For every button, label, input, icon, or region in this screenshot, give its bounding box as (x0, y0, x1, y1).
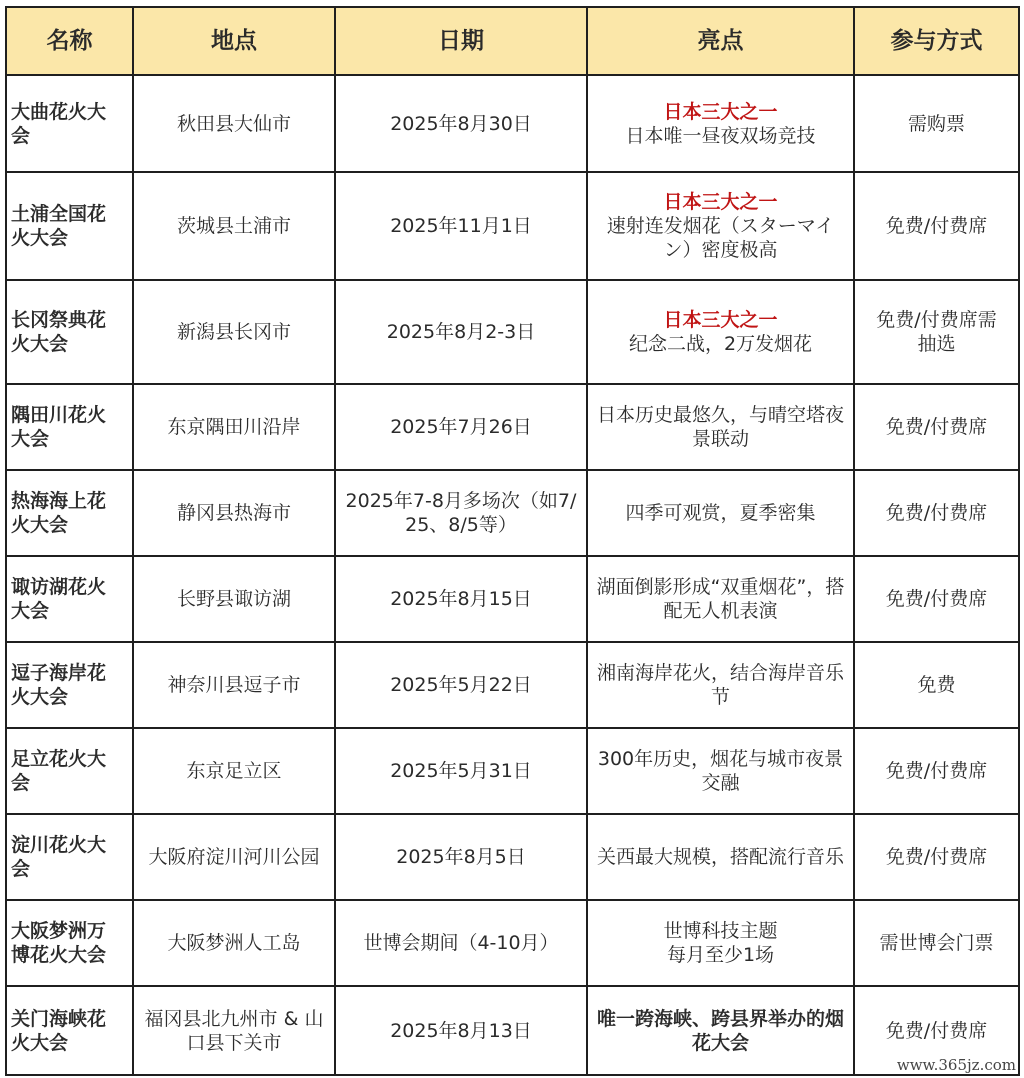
event-date: 2025年8月15日 (335, 556, 587, 642)
event-participation: 免费 (854, 642, 1019, 728)
event-highlight: 唯一跨海峡、跨县界举办的烟花大会 (587, 986, 854, 1075)
event-name: 淀川花火大会 (6, 814, 133, 900)
event-name: 大曲花火大会 (6, 75, 133, 172)
table-row (6, 642, 1019, 728)
event-name: 热海海上花火大会 (6, 470, 133, 556)
event-location: 东京隅田川沿岸 (133, 384, 335, 470)
watermark: www.365jz.com (896, 1056, 1016, 1074)
table-row (6, 986, 1019, 1075)
table-row (6, 728, 1019, 814)
event-highlight (587, 900, 854, 986)
event-highlight: 日本历史最悠久，与晴空塔夜景联动 (587, 384, 854, 470)
table-row (6, 556, 1019, 642)
event-location: 神奈川县逗子市 (133, 642, 335, 728)
event-highlight: 关西最大规模，搭配流行音乐 (587, 814, 854, 900)
event-date: 世博会期间（4-10月） (335, 900, 587, 986)
table-row (6, 814, 1019, 900)
event-highlight: 四季可观赏，夏季密集 (587, 470, 854, 556)
event-highlight (587, 75, 854, 172)
event-name: 诹访湖花火大会 (6, 556, 133, 642)
event-name: 土浦全国花火大会 (6, 172, 133, 280)
highlight-tag: 日本三大之一 (663, 100, 778, 123)
event-highlight: 湘南海岸花火，结合海岸音乐节 (587, 642, 854, 728)
event-highlight: 300年历史，烟花与城市夜景交融 (587, 728, 854, 814)
event-participation: 免费/付费席 (854, 384, 1019, 470)
event-participation: 免费/付费席 (854, 728, 1019, 814)
event-participation: 免费/付费席需抽选 (854, 280, 1019, 384)
table-row (6, 384, 1019, 470)
event-participation: 免费/付费席 (854, 814, 1019, 900)
event-name: 足立花火大会 (6, 728, 133, 814)
event-participation: 免费/付费席 (854, 470, 1019, 556)
table-row (6, 900, 1019, 986)
event-date: 2025年5月31日 (335, 728, 587, 814)
header-location: 地点 (133, 7, 335, 75)
event-participation: 需购票 (854, 75, 1019, 172)
highlight-text-line2: 每月至少1场 (666, 944, 775, 966)
event-date: 2025年7月26日 (335, 384, 587, 470)
event-location: 长野县诹访湖 (133, 556, 335, 642)
event-name: 逗子海岸花火大会 (6, 642, 133, 728)
event-date: 2025年8月30日 (335, 75, 587, 172)
event-name: 隅田川花火大会 (6, 384, 133, 470)
event-location: 茨城县土浦市 (133, 172, 335, 280)
table-row (6, 75, 1019, 172)
highlight-tag: 日本三大之一 (663, 309, 778, 331)
event-date: 2025年8月5日 (335, 814, 587, 900)
event-date: 2025年8月13日 (335, 986, 587, 1075)
event-location: 大阪府淀川河川公园 (133, 814, 335, 900)
event-location: 福冈县北九州市 & 山口县下关市 (133, 986, 335, 1075)
event-participation: 免费/付费席 (854, 172, 1019, 280)
table-row (6, 280, 1019, 384)
event-date: 2025年7-8月多场次（如7/25、8/5等） (335, 470, 587, 556)
event-name: 大阪梦洲万博花火大会 (6, 900, 133, 986)
header-highlight: 亮点 (587, 7, 854, 75)
event-location: 静冈县热海市 (133, 470, 335, 556)
event-date: 2025年8月2-3日 (335, 280, 587, 384)
event-date: 2025年5月22日 (335, 642, 587, 728)
highlight-text: 速射连发烟花（スターマイン）密度极高 (606, 215, 835, 261)
highlight-tag: 日本三大之一 (663, 191, 778, 213)
event-name: 关门海峡花火大会 (6, 986, 133, 1075)
event-participation: 免费/付费席 (854, 556, 1019, 642)
event-highlight (587, 280, 854, 384)
event-location: 秋田县大仙市 (133, 75, 335, 172)
event-participation: 免费/付费席 (854, 986, 1019, 1075)
event-location: 东京足立区 (133, 728, 335, 814)
header-name: 名称 (6, 7, 133, 75)
fireworks-table (5, 6, 1020, 1076)
event-location: 大阪梦洲人工岛 (133, 900, 335, 986)
header-row (6, 7, 1019, 75)
event-date: 2025年11月1日 (335, 172, 587, 280)
event-highlight (587, 172, 854, 280)
table-row (6, 470, 1019, 556)
header-date: 日期 (335, 7, 587, 75)
event-name: 长冈祭典花火大会 (6, 280, 133, 384)
event-location: 新潟县长冈市 (133, 280, 335, 384)
highlight-text: 纪念二战，2万发烟花 (628, 333, 813, 355)
header-participation: 参与方式 (854, 7, 1019, 75)
highlight-text: 日本唯一昼夜双场竞技 (625, 124, 816, 147)
highlight-text: 世博科技主题 (663, 920, 778, 942)
table-row (6, 172, 1019, 280)
event-participation: 需世博会门票 (854, 900, 1019, 986)
event-highlight: 湖面倒影形成“双重烟花”，搭配无人机表演 (587, 556, 854, 642)
